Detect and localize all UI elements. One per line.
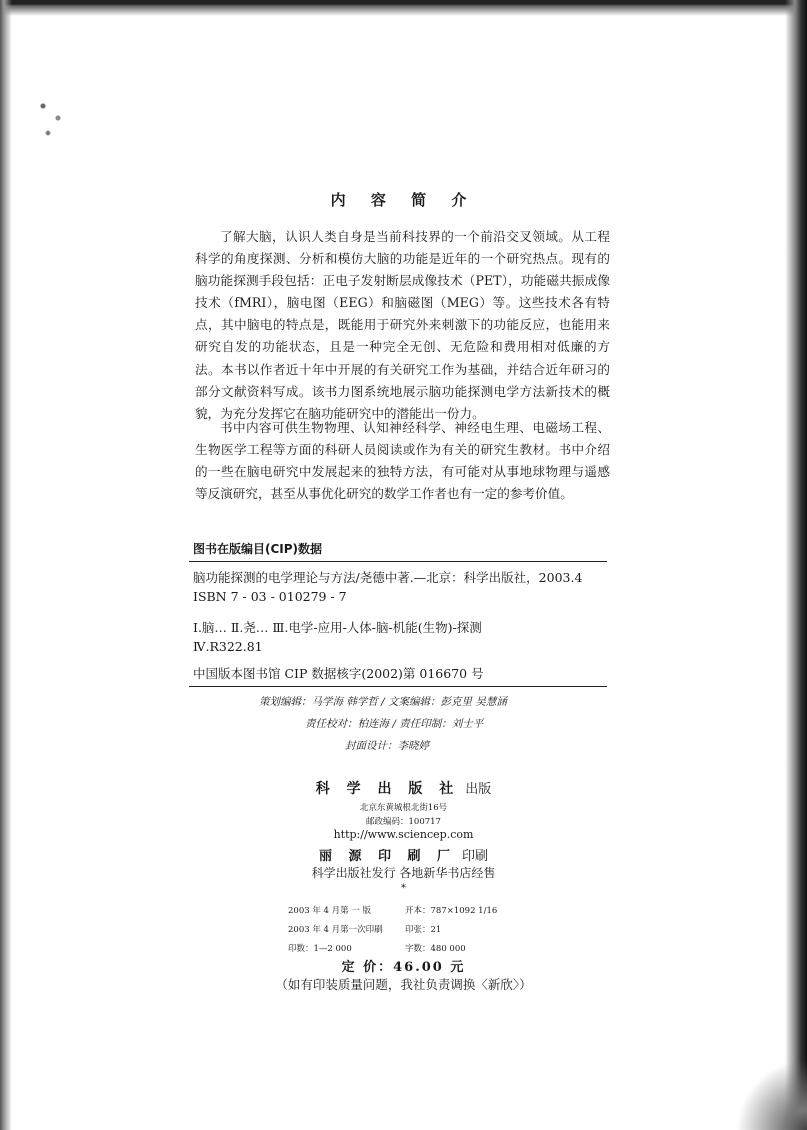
staff-proofreading: 责任校对：柏连海 / 责任印制：刘士平 (305, 718, 484, 730)
cip-subjects: Ⅰ.脑… Ⅱ.尧… Ⅲ.电学-应用-人体-脑-机能(生物)-探测 (193, 620, 482, 635)
cip-record-number: 中国版本图书馆 CIP 数据核字(2002)第 016670 号 (193, 666, 484, 681)
price: 定 价：46.00 元 (341, 960, 466, 975)
word-count: 字数：480 000 (405, 944, 466, 954)
sheet-count: 印张：21 (405, 925, 442, 935)
cip-title-line: 脑功能探测的电学理论与方法/尧德中著.—北京：科学出版社，2003.4 (193, 570, 583, 585)
summary-paragraph-2: 书中内容可供生物物理、认知神经科学、神经电生理、电磁场工程、生物医学工程等方面的科研人员阅读或作为有关的研究生教材。书中介绍的一些在脑电研究中发展起来的独特方法，有可能对从事地球物理与遥感等反演研究，甚至从事优化研究的数学工作者也有一定的参考价值。 (195, 420, 610, 502)
distribution-line: 科学出版社发行 各地新华书店经售 (311, 866, 496, 880)
printer-suffix: 印刷 (462, 849, 489, 864)
scan-corner-shadow (727, 1040, 807, 1130)
publisher-line (0, 778, 807, 798)
printing-date: 2003 年 4 月第一次印刷 (288, 925, 383, 935)
format-size: 开本：787×1092 1/16 (405, 906, 498, 916)
publisher-address: 北京东黄城根北街16号 (359, 803, 448, 813)
staff-cover-design: 封面设计：李晓婷 (345, 740, 429, 752)
separator-star: * (401, 883, 406, 894)
publisher-suffix: 出版 (465, 782, 492, 797)
publisher-url: http://www.sciencep.com (333, 828, 474, 841)
printer-line (0, 845, 807, 864)
scan-border-top (0, 0, 807, 16)
print-run: 印数：1—2 000 (288, 944, 352, 954)
page-title: 内 容 简 介 (330, 191, 477, 209)
cip-top-rule (189, 561, 607, 562)
printer-name: 丽 源 印 刷 厂 (318, 849, 457, 864)
cip-heading: 图书在版编目(CIP)数据 (193, 542, 323, 556)
summary-paragraph-1: 了解大脑，认识人类自身是当前科技界的一个前沿交叉领域。从工程科学的角度探测、分析和模仿大脑的功能是近年的一个研究热点。现有的脑功能探测手段包括：正电子发射断层成像技术（PET），功能磁共振成像技术（fMRI），脑电图（EEG）和脑磁图（MEG）等。这些技术各有特点，其中脑电的特点是，既能用于研究外来刺激下的功能反应，也能用来研究自发的功能状态，且是一种完全无创、无危险和费用相对低廉的方法。本书以作者近十年中开展的有关研究工作为基础，并结合近年研习的部分文献资料写成。该书力图系统地展示脑功能探测电学方法新技术的概貌，为充分发挥它在脑功能研究中的潜能出一份力。 (195, 229, 610, 421)
cip-isbn: ISBN 7 - 03 - 010279 - 7 (193, 589, 347, 604)
scan-speckle (28, 88, 78, 148)
cip-bottom-rule (189, 686, 607, 687)
quality-note: （如有印装质量问题，我社负责调换〈新欣〉） (275, 977, 532, 992)
staff-editors: 策划编辑：马学海 韩学哲 / 文案编辑：彭克里 吴慧涵 (259, 696, 507, 708)
cip-classification: Ⅳ.R322.81 (193, 639, 263, 654)
publisher-name: 科 学 出 版 社 (315, 781, 460, 797)
publisher-postcode: 邮政编码：100717 (366, 817, 441, 827)
edition-date: 2003 年 4 月第 一 版 (288, 906, 372, 916)
